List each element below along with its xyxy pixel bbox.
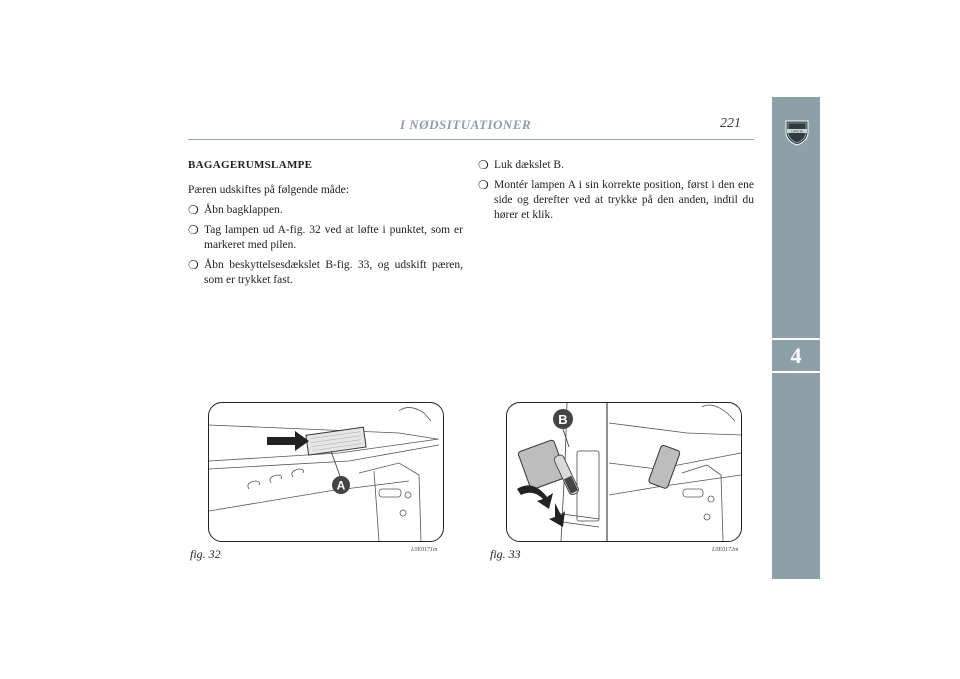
list-item <box>478 178 754 223</box>
list-item <box>188 258 463 288</box>
page-number: 221 <box>720 116 741 131</box>
right-column <box>478 158 754 228</box>
list-item-text: Åbn bagklappen. <box>204 204 283 216</box>
list-item <box>188 223 463 253</box>
figure-32-illustration <box>208 402 444 542</box>
list-item-text: Montér lampen A i sin korrekte position, først i den ene side og derefter ved at trykke på den anden, indtil du hører et klik. <box>494 179 754 221</box>
bullet-icon: ❍ <box>478 178 489 192</box>
logo-text: LANCIA <box>791 129 803 134</box>
callout-b-label: B <box>558 412 568 427</box>
bullet-icon: ❍ <box>188 223 199 237</box>
callout-a-label: A <box>336 478 346 493</box>
figure-code: L0E0172m <box>712 547 739 553</box>
lamp-cover-bulb-drawing <box>507 403 741 541</box>
figure-33-illustration <box>506 402 742 542</box>
header-divider <box>188 139 754 140</box>
bullet-icon: ❍ <box>188 203 199 217</box>
list-item <box>478 158 754 173</box>
figure-code: L0E0171m <box>411 547 438 553</box>
list-item-text: Luk dækslet B. <box>494 159 564 171</box>
list-item-text: Tag lampen ud A-fig. 32 ved at løfte i punktet, som er markeret med pilen. <box>204 224 463 251</box>
section-title: I NØDSITUATIONER <box>400 117 532 132</box>
figure-caption: fig. 32 <box>190 547 221 561</box>
chapter-tab[interactable]: 4 <box>772 338 820 373</box>
figure-caption: fig. 33 <box>490 547 521 561</box>
left-column <box>188 158 463 293</box>
lancia-logo-icon <box>784 118 810 146</box>
trunk-lamp-removal-drawing <box>209 403 443 541</box>
bullet-icon: ❍ <box>188 258 199 272</box>
list-item <box>188 203 463 218</box>
intro-text: Pæren udskiftes på følgende måde: <box>188 184 349 196</box>
bullet-icon: ❍ <box>478 158 489 172</box>
section-heading: BAGAGERUMSLAMPE <box>188 159 313 171</box>
list-item-text: Åbn beskyttelsesdækslet B-fig. 33, og udskift pæren, som er trykket fast. <box>204 259 463 286</box>
